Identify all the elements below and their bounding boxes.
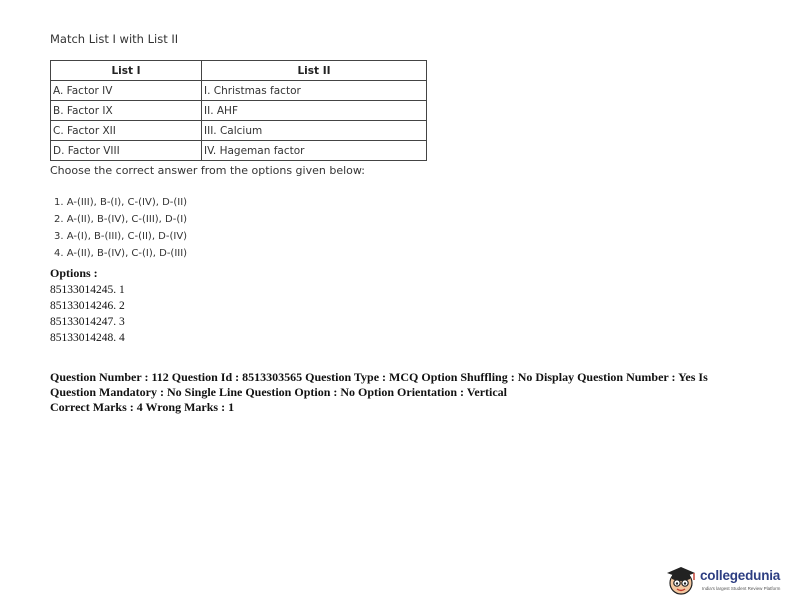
table-cell: III. Calcium: [202, 121, 427, 141]
table-cell: C. Factor XII: [51, 121, 202, 141]
metadata-line: Question Mandatory : No Single Line Question Option : No Option Orientation : Vertical: [50, 385, 508, 399]
list-1-header: List I: [51, 61, 202, 81]
table-cell: A. Factor IV: [51, 81, 202, 101]
option-id-list: [50, 282, 125, 346]
option-id: 85133014246. 2: [50, 300, 125, 312]
table-row: [51, 101, 427, 121]
brand-tagline: India's largest Student Review Platform: [702, 586, 781, 591]
answer-choice: 3. A-(I), B-(III), C-(II), D-(IV): [54, 231, 188, 242]
table-cell: B. Factor IX: [51, 101, 202, 121]
table-row: [51, 121, 427, 141]
match-table: [50, 60, 427, 161]
table-cell: I. Christmas factor: [202, 81, 427, 101]
question-metadata: [50, 370, 750, 415]
option-id: 85133014248. 4: [50, 332, 125, 344]
question-heading: Match List I with List II: [50, 32, 179, 46]
table-cell: IV. Hageman factor: [202, 141, 427, 161]
metadata-line: Correct Marks : 4 Wrong Marks : 1: [50, 400, 235, 414]
options-label: Options :: [50, 266, 98, 280]
graduate-mascot-icon: [664, 564, 698, 596]
table-row: [51, 141, 427, 161]
answer-choice: 4. A-(II), B-(IV), C-(I), D-(III): [54, 248, 188, 259]
answer-choices: [54, 194, 187, 262]
list-2-header: List II: [202, 61, 427, 81]
answer-choice: 1. A-(III), B-(I), C-(IV), D-(II): [54, 197, 188, 208]
option-id: 85133014247. 3: [50, 316, 125, 328]
table-cell: II. AHF: [202, 101, 427, 121]
instruction-text: Choose the correct answer from the options given below:: [50, 164, 365, 177]
metadata-line: Question Number : 112 Question Id : 8513303565 Question Type : MCQ Option Shuffling : No Display Question Number : Yes Is: [50, 370, 708, 384]
answer-choice: 2. A-(II), B-(IV), C-(III), D-(I): [54, 214, 188, 225]
brand-watermark: [664, 562, 786, 598]
brand-name: collegedunia: [700, 568, 781, 583]
table-row: [51, 81, 427, 101]
option-id: 85133014245. 1: [50, 284, 125, 296]
table-header-row: [51, 61, 427, 81]
table-cell: D. Factor VIII: [51, 141, 202, 161]
